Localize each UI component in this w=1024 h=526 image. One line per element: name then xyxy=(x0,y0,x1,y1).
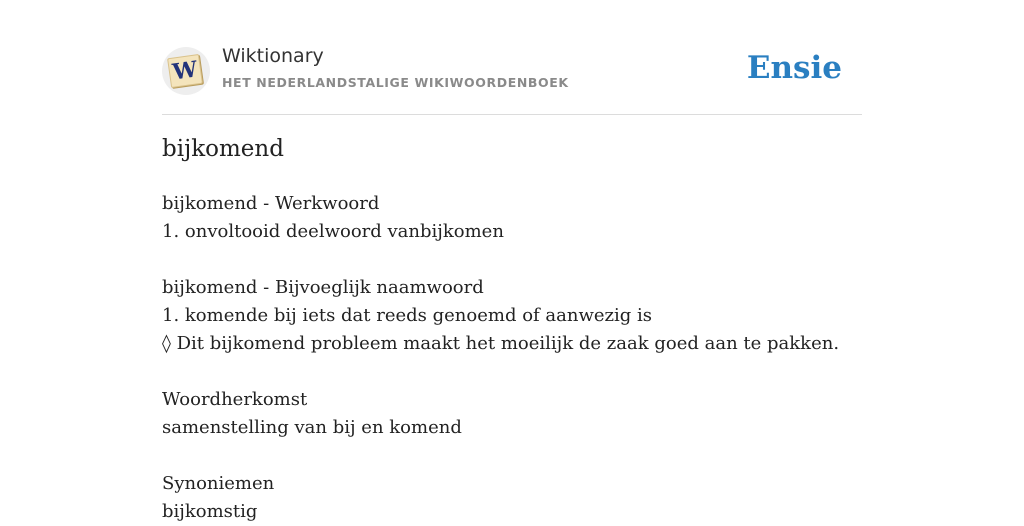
synonym-item: bijkomstig xyxy=(162,501,258,522)
page xyxy=(162,0,862,522)
spacer xyxy=(162,358,862,386)
definition-line: 1. komende bij iets dat reeds genoemd of aanwezig is xyxy=(162,305,653,326)
site-header xyxy=(162,0,862,115)
site-subtitle: HET NEDERLANDSTALIGE WIKIWOORDENBOEK xyxy=(222,75,569,90)
spacer xyxy=(162,246,862,274)
entry-heading-adjective: bijkomend - Bijvoeglijk naamwoord xyxy=(162,277,484,298)
section-heading-synonyms: Synoniemen xyxy=(162,473,275,494)
definition-line: 1. onvoltooid deelwoord vanbijkomen xyxy=(162,221,504,242)
entry-heading-verb: bijkomend - Werkwoord xyxy=(162,193,380,214)
page-title: bijkomend xyxy=(162,136,284,162)
etymology-text: samenstelling van bij en komend xyxy=(162,417,462,438)
wiktionary-logo[interactable] xyxy=(162,47,210,95)
example-sentence: ◊ Dit bijkomend probleem maakt het moeilijk de zaak goed aan te pakken. xyxy=(162,333,840,354)
spacer xyxy=(162,442,862,470)
section-heading-etymology: Woordherkomst xyxy=(162,389,308,410)
site-title[interactable]: Wiktionary xyxy=(222,45,324,67)
ensie-brand-logo[interactable]: Ensie xyxy=(746,50,842,86)
entry-content xyxy=(162,190,862,526)
logo-tile-icon: W xyxy=(167,54,203,88)
